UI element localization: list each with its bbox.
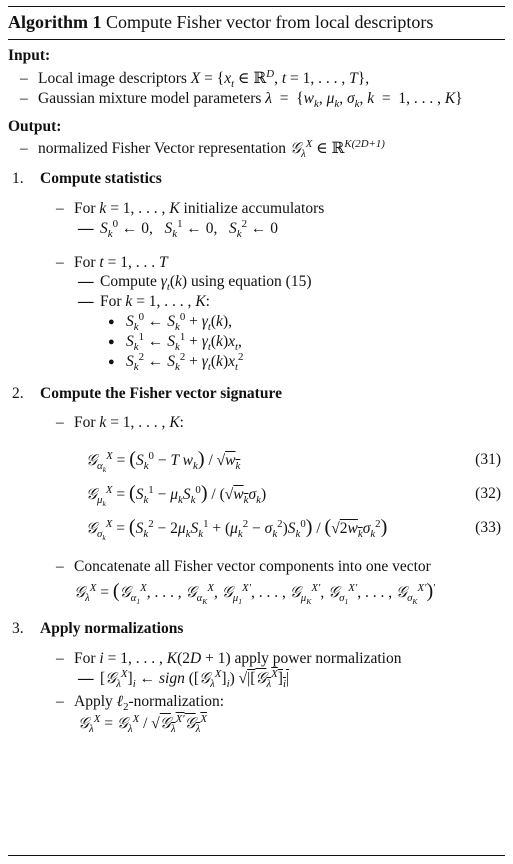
- algorithm-label: Algorithm 1: [8, 12, 102, 32]
- input-label: Input:: [8, 47, 51, 65]
- step-3-number: 3.: [12, 619, 24, 637]
- step-3-title: Apply normalizations: [40, 619, 184, 637]
- equation-31: 𝒢$_{\alpha_k}^X$ = ($S_k^0 - T$ $w_k) / √w_k$ (31): [86, 443, 505, 477]
- step-2-concatenate: – Concatenate all Fisher vector components into one vector: [74, 557, 505, 577]
- step-2-heading: [12, 384, 505, 404]
- step-1-heading: [12, 169, 505, 189]
- step-3-l2-formula: 𝒢$_\lambda^X$ = 𝒢$_\lambda^X$ / √𝒢$_\lambda^{X'}$𝒢$_\lambda^X$: [78, 713, 207, 736]
- step-1-title: Compute statistics: [40, 170, 162, 188]
- step-1-update-s2: ● $S_k^2$ ← $S_k^2 + \gamma_t(k)x_t^2$: [126, 352, 505, 372]
- input-item-descriptors: – Local image descriptors $X = \{x_t$ ∈ ℝ$^D$, t = 1, . . . , T},: [38, 69, 505, 89]
- output-label: Output:: [8, 117, 62, 135]
- algorithm-box: [8, 6, 505, 734]
- input-item-gmm: – Gaussian mixture model parameters $\lambda = \{w_k$, $\mu_k$, $\sigma_k$, k = 1, . . . , K}: [38, 89, 505, 109]
- step-3-power-norm: – For i = 1, . . . , K(2D + 1) apply power normalization: [74, 649, 505, 669]
- step-1-update-s1: ● $S_k^1$ ← $S_k^1 + \gamma_t(k)x_t$,: [126, 332, 505, 352]
- step-3-l2-norm: – Apply ℓ$_2$-normalization:: [74, 692, 505, 712]
- equation-33: 𝒢$_{\sigma_k}^X$ = $(S_k^2 - 2\mu_kS_k^1 + (\mu_k^2 - \sigma_k^2)S_k^0) / (√2w_k\sigma_k^2)$ (33): [86, 511, 505, 545]
- step-1-number: 1.: [12, 170, 24, 188]
- title-rule: [8, 39, 505, 40]
- step-2-loop-k: – For k = 1, . . . , K:: [74, 413, 505, 433]
- equation-31-number: (31): [475, 451, 501, 469]
- step-3-heading: [12, 619, 505, 639]
- algorithm-title: [8, 7, 505, 39]
- step-2-number: 2.: [12, 384, 24, 402]
- equation-concatenation: 𝒢$_\lambda^X$ = (𝒢$_{\alpha_1}^X$, . . . , 𝒢$_{\alpha_K}^X$, 𝒢$_{\mu_1}^{X'}$, . . . , 𝒢$_{\mu_K}^{X'}$, 𝒢$_{\sigma_1}^{X'}$, . . . , 𝒢$_{\sigma_K}^{X'}$)′: [74, 580, 436, 607]
- equation-32-number: (32): [475, 485, 501, 503]
- bottom-rule: [8, 855, 505, 856]
- step-1-loop-k: — For k = 1, . . . , K:: [100, 292, 505, 312]
- step-3-power-formula: — $[𝒢_\lambda^X]_i$ ← sign $([𝒢_\lambda^X]_i)$ $√|[𝒢_\lambda^X]_i|$: [100, 669, 505, 689]
- step-1-update-s0: ● $S_k^0$ ← $S_k^0 + \gamma_t(k)$,: [126, 312, 505, 332]
- equation-32: 𝒢$_{\mu_k}^X$ = $(S_k^1 - \mu_kS_k^0) / (√w_k\sigma_k)$ (32): [86, 477, 505, 511]
- step-1-init-values: — $S_k^0$ ← 0, $S_k^1$ ← 0, $S_k^2$ ← 0: [100, 219, 505, 239]
- step-1-loop-t: – For t = 1, . . . T: [74, 253, 505, 273]
- output-item: – normalized Fisher Vector representation 𝒢$_\lambda^X$ ∈ ℝ$^{K(2D+1)}$: [38, 139, 505, 159]
- algorithm-title-text: Compute Fisher vector from local descriptors: [106, 12, 434, 32]
- step-1-compute-gamma: — Compute $\gamma_t(k)$ using equation (15): [100, 272, 505, 292]
- step-2-title: Compute the Fisher vector signature: [40, 384, 282, 402]
- equation-33-number: (33): [475, 519, 501, 537]
- step-1-init: – For k = 1, . . . , K initialize accumulators: [74, 199, 505, 219]
